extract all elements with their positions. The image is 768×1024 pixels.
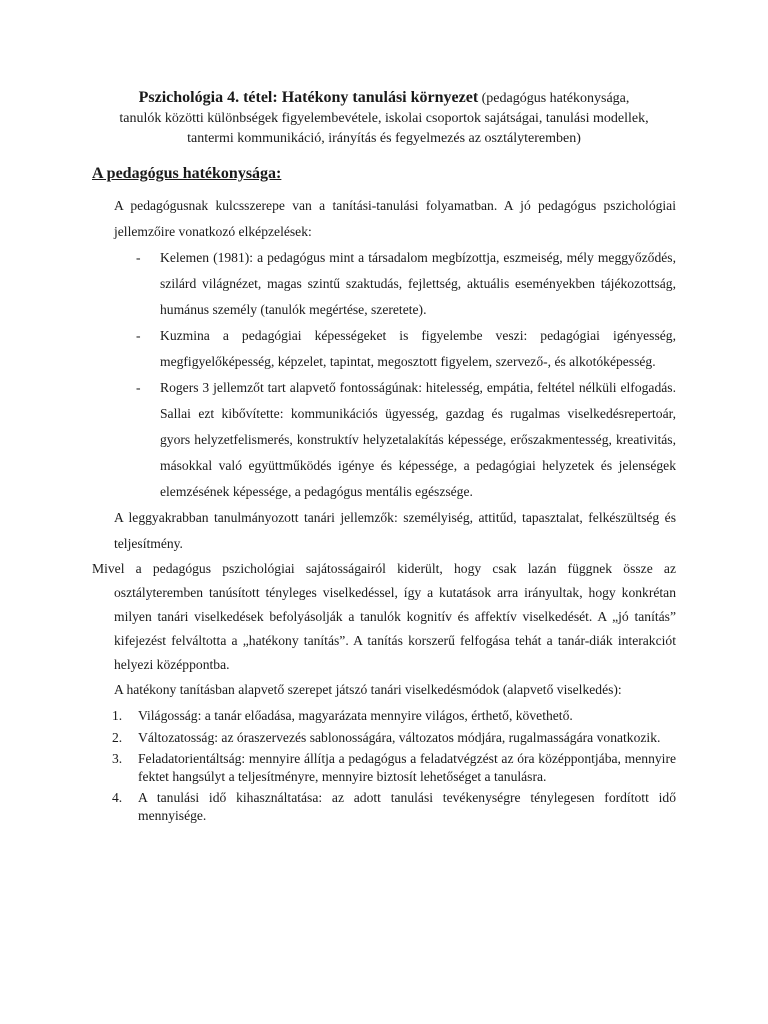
behaviours-paragraph: A hatékony tanításban alapvető szerepet játszó tanári viselkedésmódok (alapvető viselkedés): (114, 682, 622, 697)
dash-list (92, 245, 676, 505)
list-item (136, 375, 676, 505)
list-item-text: A tanulási idő kihasználtatása: az adott tanulási tevékenységre ténylegesen fordított idő mennyisége. (138, 790, 676, 823)
dash-mark: - (136, 250, 141, 265)
dash-mark: - (136, 380, 141, 395)
list-item (112, 707, 676, 725)
list-item (112, 750, 676, 785)
section-heading: A pedagógus hatékonysága: (92, 165, 282, 182)
research-paragraph: Mivel a pedagógus pszichológiai sajátosságairól kiderült, hogy csak lazán függnek össze az osztályteremben tanúsított tényleges viselkedéssel, így a kutatások arra irányultak, hogy konkrétan milyen tanári viselkedések befolyásolják a tanulók kognitív és affektív viselkedését. A „jó tanítás” kifejezést felváltotta a „hatékony tanítás”. A tanítás korszerű felfogása tehát a tanár-diák interakciót helyezi középpontba. (92, 561, 676, 672)
list-item-text: Világosság: a tanár előadása, magyarázata mennyire világos, érthető, követhető. (138, 708, 573, 723)
list-item-text: Kuzmina a pedagógiai képességeket is figyelembe veszi: pedagógiai igényesség, megfigyelőképesség, képzelet, tapintat, megosztott figyelem, szervező-, és alkotóképesség. (160, 328, 676, 369)
list-item (136, 245, 676, 323)
list-item (112, 789, 676, 824)
item-number: 3. (112, 751, 123, 766)
traits-paragraph: A leggyakrabban tanulmányozott tanári jellemzők: személyiség, attitűd, tapasztalat, felkészültség és teljesítmény. (114, 510, 676, 551)
list-item (112, 729, 676, 747)
intro-paragraph: A pedagógusnak kulcsszerepe van a tanítási-tanulási folyamatban. A jó pedagógus pszichológiai jellemzőire vonatkozó elképzelések: (114, 198, 676, 239)
item-number: 2. (112, 729, 123, 745)
title-bold: Pszichológia 4. tétel: Hatékony tanulási környezet (138, 89, 479, 106)
list-item-text: Rogers 3 jellemzőt tart alapvető fontosságúnak: hitelesség, empátia, feltétel nélküli elfogadás. Sallai ezt kibővítette: kommunikációs ügyesség, gazdag és rugalmas viselkedésrepertoár, gyors helyzetfelismerés, konstruktív helyzetalakítás képessége, erőszakmentesség, kreativitás, másokkal való együttműködés igénye és képessége, a pedagógiai helyzetek és jelenségek elemzésének képessége, a pedagógus mentális egészsége. (160, 380, 676, 499)
list-item-text: Kelemen (1981): a pedagógus mint a társadalom megbízottja, eszmeiség, mély meggyőződés, szilárd világnézet, magas szintű szaktudás, fejlettség, aktuális eseményekben tájékozottság, humánus személy (tanulók megértése, szeretete). (160, 250, 676, 317)
item-number: 4. (112, 790, 123, 805)
list-item-text: Feladatorientáltság: mennyire állítja a pedagógus a feladatvégzést az óra középpontjába, mennyire fektet hangsúlyt a teljesítményre, mennyire biztosít lehetőséget a tanulásra. (138, 751, 676, 784)
numbered-list (92, 707, 676, 824)
document-title (116, 88, 652, 149)
dash-mark: - (136, 328, 141, 343)
list-item-text: Változatosság: az óraszervezés sablonosságára, változatos módjára, rugalmasságára vonatkozik. (138, 729, 661, 745)
list-item (136, 323, 676, 375)
title-subtopics: (pedagógus hatékonysága, tanulók közötti különbségek figyelembevétele, iskolai csoportok sajátságai, tanulási modellek, tantermi kommunikáció, irányítás és fegyelmezés az osztályteremben) (119, 91, 649, 146)
item-number: 1. (112, 708, 123, 723)
